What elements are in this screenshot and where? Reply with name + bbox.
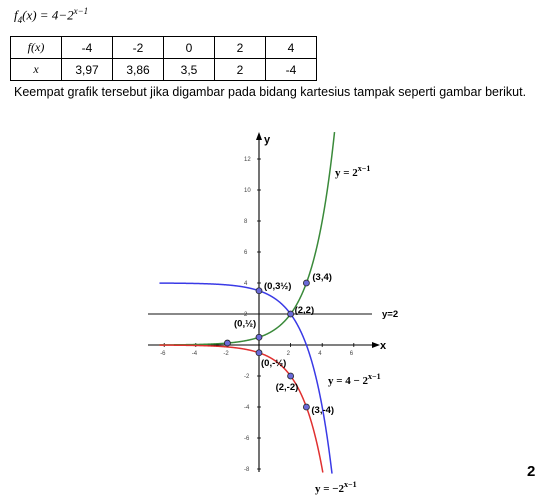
y-axis-label: y	[264, 134, 271, 146]
table-cell: -2	[113, 37, 164, 59]
y-tick-label: 4	[244, 281, 248, 287]
data-point	[256, 288, 262, 294]
x-axis-arrow	[372, 342, 380, 348]
data-point	[303, 280, 309, 286]
data-point	[224, 340, 230, 346]
horizontal-line-label: y=2	[382, 309, 399, 320]
y-tick-label: 10	[244, 188, 251, 194]
x-tick-label: 2	[286, 351, 290, 357]
table-cell: x	[11, 59, 62, 81]
y-tick-label: 6	[244, 250, 248, 256]
table-cell: f(x)	[11, 37, 62, 59]
point-label: (2,2)	[294, 305, 315, 316]
data-point	[288, 311, 294, 317]
y-tick-label: -6	[244, 436, 250, 442]
page-number: 2	[527, 463, 536, 480]
point-label: (3,-4)	[311, 405, 335, 416]
y-tick-label: 8	[244, 219, 248, 225]
table-cell: -4	[62, 37, 113, 59]
formula-sub: 4	[17, 14, 23, 25]
y-tick-label: -2	[244, 374, 250, 380]
formula-arg: (x) = 4−2	[22, 7, 74, 23]
x-tick-label: 6	[349, 351, 354, 357]
table-cell: 0	[164, 37, 215, 59]
table-cell: 3,97	[62, 59, 113, 81]
table-cell: 3,5	[164, 59, 215, 81]
table-cell: 4	[266, 37, 317, 59]
x-axis-label: x	[380, 340, 387, 352]
data-point	[256, 350, 262, 356]
data-point	[288, 373, 294, 379]
point-label: (3,4)	[312, 272, 332, 283]
table-cell: 2	[215, 37, 266, 59]
y-tick-label: -8	[244, 467, 250, 473]
y-tick-label: 2	[244, 312, 248, 318]
point-label: (0,3½)	[264, 280, 292, 292]
y-axis-arrow	[256, 132, 262, 140]
point-label: (0,-½)	[261, 357, 287, 369]
y-tick-label: 12	[244, 157, 251, 163]
equation-label: $y = -2^{x-1}$	[315, 480, 357, 495]
point-label: (2,-2)	[275, 382, 299, 393]
description-paragraph: Keempat grafik tersebut jika digambar pada bidang kartesius tampak seperti gambar berikut.	[14, 85, 527, 99]
data-point	[303, 404, 309, 410]
table-cell: 3,86	[113, 59, 164, 81]
equation-label: $y = 2^{x-1}$	[335, 164, 371, 179]
x-tick-label: -2	[223, 351, 229, 357]
equation-label: $y = 4 - 2^{x-1}$	[328, 372, 381, 387]
point-label: (0,½)	[234, 318, 257, 330]
x-tick-label: -4	[191, 351, 198, 357]
x-tick-label: -6	[160, 351, 166, 357]
table-cell: 2	[215, 59, 266, 81]
curve-line	[159, 345, 322, 472]
x-tick-label: 4	[318, 351, 322, 357]
formula-f: f	[14, 7, 18, 23]
y-tick-label: -4	[244, 405, 250, 411]
formula-exp: x−1	[73, 6, 89, 16]
table-cell: -4	[266, 59, 317, 81]
data-point	[256, 334, 262, 340]
